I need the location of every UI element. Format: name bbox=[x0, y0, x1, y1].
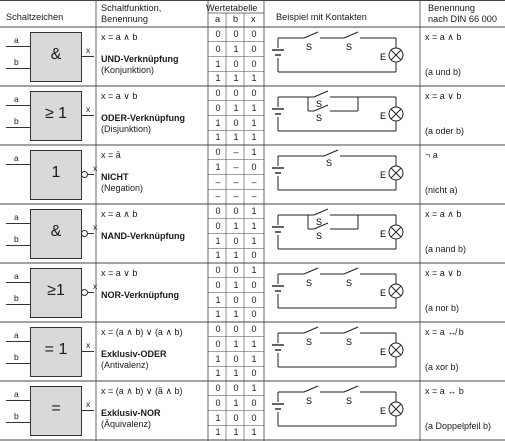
negation-circle bbox=[81, 289, 88, 296]
gate-symbol-box bbox=[30, 150, 82, 200]
truth-value: 0 bbox=[215, 43, 221, 54]
input-label-a: a bbox=[14, 35, 19, 45]
truth-value: 1 bbox=[215, 309, 221, 320]
din-notation: x = a ↔ b bbox=[425, 386, 464, 396]
input-wire-a bbox=[6, 341, 30, 342]
truth-value: 0 bbox=[233, 294, 239, 305]
output-wire bbox=[88, 174, 94, 175]
din-notation: ¬ a bbox=[425, 150, 438, 160]
truth-value: 1 bbox=[233, 73, 239, 84]
output-wire bbox=[81, 56, 94, 57]
truth-value: 1 bbox=[251, 383, 257, 393]
truth-value: 1 bbox=[251, 117, 257, 128]
truth-value: 0 bbox=[215, 220, 221, 231]
truth-value: 0 bbox=[233, 412, 239, 423]
gate-symbol-box bbox=[30, 268, 82, 318]
truth-value: 0 bbox=[233, 235, 239, 246]
lamp-label: E bbox=[380, 229, 387, 239]
header-benennung-din: Benennung bbox=[428, 3, 476, 13]
switch-label: S bbox=[316, 99, 323, 109]
truth-value: 0 bbox=[233, 88, 239, 98]
din-notation: x = a ∧ b bbox=[425, 209, 462, 219]
lamp-label: E bbox=[380, 347, 387, 357]
output-label-x: x bbox=[86, 104, 91, 114]
output-label-x: x bbox=[86, 45, 91, 55]
switch-label: S bbox=[346, 278, 353, 288]
output-label-x: x bbox=[86, 340, 91, 350]
truth-value: 1 bbox=[215, 235, 221, 246]
din-reading: (a oder b) bbox=[425, 126, 465, 136]
function-name: Exklusiv-ODER bbox=[101, 349, 167, 359]
truth-value: 0 bbox=[215, 102, 221, 113]
gate-symbol-label: ≥ 1 bbox=[44, 105, 68, 122]
contact-circuit bbox=[268, 30, 418, 83]
truth-value: 0 bbox=[215, 324, 221, 334]
truth-value: 0 bbox=[251, 279, 257, 290]
gate-symbol-label: ≥1 bbox=[47, 282, 65, 299]
truth-value: 0 bbox=[215, 147, 221, 157]
truth-value: – bbox=[233, 161, 239, 172]
gate-symbol-box bbox=[30, 91, 82, 141]
output-label-x: x bbox=[93, 222, 98, 232]
function-formula: x = a ∧ b bbox=[101, 32, 138, 42]
input-wire-b bbox=[6, 422, 30, 423]
truth-value: – bbox=[215, 191, 221, 202]
truth-value: 1 bbox=[233, 220, 239, 231]
truth-value: 1 bbox=[251, 353, 257, 364]
function-name: NAND-Verknüpfung bbox=[101, 231, 185, 241]
gate-symbol-box bbox=[30, 209, 82, 259]
contact-circuit bbox=[268, 266, 418, 319]
switch-label: S bbox=[346, 42, 353, 52]
gate-symbol-label: & bbox=[50, 46, 62, 63]
header-col-x: x bbox=[251, 14, 256, 24]
truth-value: 0 bbox=[215, 88, 221, 98]
output-wire bbox=[88, 292, 94, 293]
truth-value: 0 bbox=[251, 250, 257, 261]
gate-symbol-box bbox=[30, 32, 82, 82]
output-label-x: x bbox=[86, 399, 91, 409]
gate-symbol-box bbox=[30, 386, 82, 436]
din-reading: (a nand b) bbox=[425, 244, 467, 254]
truth-value: – bbox=[215, 176, 221, 187]
input-wire-a bbox=[6, 223, 30, 224]
truth-value: 0 bbox=[233, 206, 239, 216]
truth-value: 0 bbox=[251, 43, 257, 54]
truth-value: 1 bbox=[233, 43, 239, 54]
function-subname: (Antivalenz) bbox=[101, 360, 149, 370]
function-subname: (Negation) bbox=[101, 183, 144, 193]
truth-value: 1 bbox=[251, 132, 257, 143]
din-notation: x = a ↮ b bbox=[425, 327, 464, 337]
gate-symbol-label: = bbox=[51, 400, 61, 417]
truth-value: 0 bbox=[251, 58, 257, 69]
switch-label: S bbox=[316, 113, 323, 123]
output-wire bbox=[81, 410, 94, 411]
truth-value: 1 bbox=[233, 132, 239, 143]
output-label-x: x bbox=[93, 163, 98, 173]
lamp-label: E bbox=[380, 52, 387, 62]
contact-circuit bbox=[268, 89, 418, 142]
truth-value: 1 bbox=[215, 73, 221, 84]
function-subname: (Konjunktion) bbox=[101, 65, 155, 75]
output-wire bbox=[81, 115, 94, 116]
truth-value: 0 bbox=[233, 117, 239, 128]
truth-value: 1 bbox=[215, 161, 221, 172]
truth-value: 1 bbox=[233, 250, 239, 261]
negation-circle bbox=[81, 230, 88, 237]
din-reading: (a Doppelpfeil b) bbox=[425, 421, 492, 431]
truth-value: 1 bbox=[251, 206, 257, 216]
truth-value: 1 bbox=[215, 353, 221, 364]
din-reading: (a nor b) bbox=[425, 303, 460, 313]
truth-value: – bbox=[251, 176, 257, 187]
lamp-label: E bbox=[380, 406, 387, 416]
truth-value: 1 bbox=[215, 132, 221, 143]
truth-value: 0 bbox=[215, 206, 221, 216]
truth-value: 0 bbox=[251, 29, 257, 39]
truth-value: 1 bbox=[251, 220, 257, 231]
truth-value: 0 bbox=[251, 294, 257, 305]
output-wire bbox=[88, 233, 94, 234]
truth-value: 0 bbox=[215, 397, 221, 408]
input-label-b: b bbox=[14, 57, 19, 67]
header-col-a: a bbox=[215, 14, 221, 24]
truth-value: – bbox=[251, 191, 257, 202]
lamp-label: E bbox=[380, 170, 387, 180]
truth-value: 1 bbox=[233, 338, 239, 349]
input-wire-a bbox=[6, 400, 30, 401]
function-subname: (Disjunktion) bbox=[101, 124, 152, 134]
input-label-a: a bbox=[14, 271, 19, 281]
function-formula: x = a ∧ b bbox=[101, 209, 138, 219]
input-label-a: a bbox=[14, 153, 19, 163]
truth-value: 0 bbox=[233, 353, 239, 364]
input-label-a: a bbox=[14, 330, 19, 340]
lamp-label: E bbox=[380, 288, 387, 298]
function-name: ODER-Verknüpfung bbox=[101, 113, 186, 123]
switch-label: S bbox=[326, 158, 333, 168]
input-wire-b bbox=[6, 363, 30, 364]
truth-value: – bbox=[233, 191, 239, 202]
header-schaltzeichen: Schaltzeichen bbox=[6, 12, 64, 22]
function-formula: x = a ∨ b bbox=[101, 91, 138, 101]
gate-symbol-label: 1 bbox=[51, 164, 61, 181]
function-name: Exklusiv-NOR bbox=[101, 408, 161, 418]
switch-label: S bbox=[306, 337, 313, 347]
gate-symbol-box bbox=[30, 327, 82, 377]
input-wire-b bbox=[6, 68, 30, 69]
truth-value: 1 bbox=[233, 102, 239, 113]
input-label-b: b bbox=[14, 116, 19, 126]
truth-value: 0 bbox=[215, 279, 221, 290]
switch-label: S bbox=[306, 396, 313, 406]
truth-value: 1 bbox=[233, 397, 239, 408]
input-label-b: b bbox=[14, 411, 19, 421]
header-benennung: Benennung bbox=[101, 14, 149, 24]
truth-value: 1 bbox=[251, 265, 257, 275]
header-col-b: b bbox=[233, 14, 239, 24]
negation-circle bbox=[81, 171, 88, 178]
truth-value: 1 bbox=[215, 427, 221, 438]
switch-label: S bbox=[316, 217, 323, 227]
din-reading: (nicht a) bbox=[425, 185, 458, 195]
function-name: UND-Verknüpfung bbox=[101, 54, 179, 64]
truth-value: 1 bbox=[251, 102, 257, 113]
truth-value: 0 bbox=[251, 412, 257, 423]
truth-value: 0 bbox=[233, 29, 239, 39]
truth-value: 1 bbox=[233, 427, 239, 438]
truth-value: 1 bbox=[215, 117, 221, 128]
truth-value: 1 bbox=[215, 58, 221, 69]
truth-value: 0 bbox=[251, 324, 257, 334]
switch-label: S bbox=[306, 278, 313, 288]
truth-value: 1 bbox=[215, 368, 221, 379]
din-notation: x = a ∨ b bbox=[425, 91, 462, 101]
function-formula: x = (a ∧ b) ∨ (ā ∧ b) bbox=[101, 386, 183, 396]
truth-value: 1 bbox=[215, 412, 221, 423]
output-label-x: x bbox=[93, 281, 98, 291]
truth-value: 1 bbox=[251, 147, 257, 157]
truth-value: 0 bbox=[233, 383, 239, 393]
truth-value: 1 bbox=[251, 73, 257, 84]
truth-value: 1 bbox=[215, 250, 221, 261]
truth-value: 0 bbox=[233, 324, 239, 334]
truth-value: 1 bbox=[215, 294, 221, 305]
input-wire-b bbox=[6, 245, 30, 246]
function-formula: x = (a ∧ b) ∨ (a ∧ b) bbox=[101, 327, 183, 337]
truth-value: 1 bbox=[233, 368, 239, 379]
truth-value: 0 bbox=[215, 383, 221, 393]
input-label-b: b bbox=[14, 352, 19, 362]
truth-value: 0 bbox=[233, 58, 239, 69]
din-reading: (a und b) bbox=[425, 67, 462, 77]
input-label-a: a bbox=[14, 94, 19, 104]
output-wire bbox=[81, 351, 94, 352]
truth-value: 1 bbox=[251, 427, 257, 438]
din-reading: (a xor b) bbox=[425, 362, 459, 372]
truth-value: 0 bbox=[215, 265, 221, 275]
input-wire-b bbox=[6, 127, 30, 128]
header-wertetabelle: Wertetabelle bbox=[206, 3, 258, 13]
function-formula: x = a ∨ b bbox=[101, 268, 138, 278]
truth-value: 0 bbox=[251, 368, 257, 379]
switch-label: S bbox=[346, 396, 353, 406]
function-name: NICHT bbox=[101, 172, 129, 182]
truth-value: 1 bbox=[233, 309, 239, 320]
truth-value: 1 bbox=[251, 338, 257, 349]
truth-value: 0 bbox=[233, 265, 239, 275]
contact-circuit bbox=[268, 207, 418, 260]
lamp-label: E bbox=[380, 111, 387, 121]
truth-value: – bbox=[233, 147, 239, 157]
contact-circuit bbox=[268, 325, 418, 378]
input-label-a: a bbox=[14, 389, 19, 399]
contact-circuit bbox=[268, 384, 418, 437]
input-wire-a bbox=[6, 282, 30, 283]
input-label-b: b bbox=[14, 234, 19, 244]
contact-circuit bbox=[268, 148, 418, 201]
truth-value: 1 bbox=[251, 235, 257, 246]
header-din-norm: nach DIN 66 000 bbox=[428, 14, 497, 24]
switch-label: S bbox=[306, 42, 313, 52]
input-wire-b bbox=[6, 304, 30, 305]
truth-value: – bbox=[233, 176, 239, 187]
truth-value: 0 bbox=[251, 88, 257, 98]
input-wire-a bbox=[6, 164, 30, 165]
truth-value: 0 bbox=[251, 397, 257, 408]
header-schaltfunktion: Schaltfunktion, bbox=[101, 3, 162, 13]
gate-symbol-label: & bbox=[50, 223, 62, 240]
input-label-b: b bbox=[14, 293, 19, 303]
header-beispiel: Beispiel mit Kontakten bbox=[276, 12, 367, 22]
function-subname: (Äquivalenz) bbox=[101, 419, 152, 429]
truth-value: 0 bbox=[215, 29, 221, 39]
function-name: NOR-Verknüpfung bbox=[101, 290, 179, 300]
din-notation: x = a ∨ b bbox=[425, 268, 462, 278]
input-wire-a bbox=[6, 105, 30, 106]
switch-label: S bbox=[316, 231, 323, 241]
din-notation: x = a ∧ b bbox=[425, 32, 462, 42]
input-wire-a bbox=[6, 46, 30, 47]
switch-label: S bbox=[346, 337, 353, 347]
truth-value: 0 bbox=[251, 309, 257, 320]
truth-value: 0 bbox=[251, 161, 257, 172]
truth-value: 1 bbox=[233, 279, 239, 290]
input-label-a: a bbox=[14, 212, 19, 222]
function-formula: x = ā bbox=[101, 150, 121, 160]
truth-value: 0 bbox=[215, 338, 221, 349]
gate-symbol-label: = 1 bbox=[44, 341, 68, 358]
